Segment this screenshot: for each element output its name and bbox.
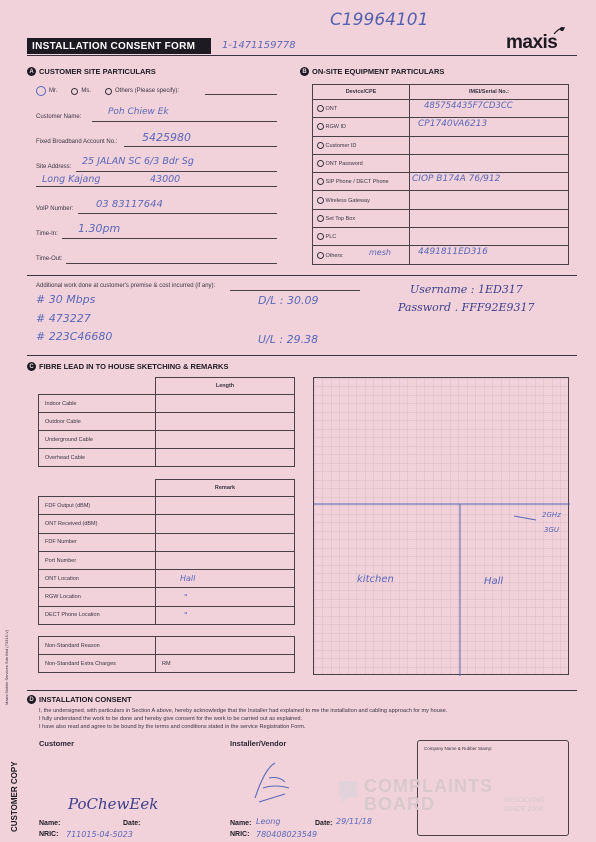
table-row: [39, 497, 295, 515]
watermark-tag1: RESOLVING: [504, 797, 545, 804]
address-line-1: [76, 171, 277, 172]
cable-label: Outdoor Cable: [39, 413, 156, 431]
serial-col-header: IMEI/Serial No.:: [410, 85, 569, 100]
section-rule: [27, 690, 577, 691]
postcode-value[interactable]: 43000: [150, 174, 181, 185]
ms-radio[interactable]: [71, 88, 78, 95]
remark-value[interactable]: [156, 551, 295, 569]
device-label: Others:: [325, 252, 344, 259]
customer-copy-label: CUSTOMER COPY: [10, 761, 19, 832]
table-row: [313, 173, 569, 191]
section-c-heading: FIBRE LEAD IN TO HOUSE SKETCHING & REMARKS: [39, 362, 229, 371]
non-standard-label: Non-Standard Extra Charges: [39, 655, 156, 673]
table-row: [313, 209, 569, 227]
remark-value[interactable]: Hall: [180, 574, 196, 584]
table-row: [39, 588, 295, 606]
installer-signature[interactable]: [245, 758, 305, 808]
device-radio[interactable]: [317, 252, 324, 259]
floor-plan-sketch: [314, 378, 570, 676]
remark-value[interactable]: [156, 515, 295, 533]
device-label: ONT Password: [325, 160, 363, 167]
upload-speed[interactable]: U/L : 29.38: [258, 333, 319, 346]
table-row: [39, 449, 295, 467]
customer-name-line: [92, 121, 277, 122]
table-row: [39, 431, 295, 449]
remark-label: FDF Number: [39, 533, 156, 551]
cable-label: Indoor Cable: [39, 395, 156, 413]
serial-value[interactable]: [410, 191, 569, 209]
cable-table: [38, 377, 295, 467]
serial-value[interactable]: 4491811ED316: [418, 247, 488, 258]
cable-length[interactable]: [156, 413, 295, 431]
customer-name-label: Customer Name:: [36, 114, 82, 120]
password-value[interactable]: Password . FFF92E9317: [398, 301, 535, 314]
additional-note[interactable]: # 30 Mbps: [36, 293, 96, 306]
remark-value[interactable]: [156, 497, 295, 515]
additional-line: [230, 290, 360, 291]
serial-value[interactable]: [410, 136, 569, 154]
table-row: [39, 551, 295, 569]
serial-value[interactable]: [410, 209, 569, 227]
others-radio[interactable]: [105, 88, 112, 95]
cable-length[interactable]: [156, 449, 295, 467]
account-label: Fixed Broadband Account No.:: [36, 139, 118, 145]
additional-note[interactable]: # 223C46680: [36, 330, 113, 343]
consent-line: I fully understand the work to be done and hereby give consent for the work to be carried out as explained.: [39, 716, 303, 722]
non-standard-value[interactable]: [156, 637, 295, 655]
remark-label: ONT Location: [39, 570, 156, 588]
table-row: [39, 570, 295, 588]
username-value[interactable]: Username : 1ED317: [410, 283, 523, 296]
customer-signature[interactable]: PoChewEek: [68, 795, 159, 813]
time-in-line: [62, 238, 277, 239]
remark-value[interactable]: ": [184, 610, 188, 620]
remark-label: DECT Phone Location: [39, 606, 156, 624]
sketch-grid[interactable]: [313, 377, 569, 675]
customer-name-label: Name:: [39, 820, 61, 827]
device-radio[interactable]: [317, 233, 324, 240]
device-radio[interactable]: [317, 105, 324, 112]
device-label: Set Top Box: [325, 215, 356, 222]
time-out-label: Time-Out:: [36, 256, 63, 262]
section-d-badge: D: [27, 695, 36, 704]
device-radio[interactable]: [317, 215, 324, 222]
additional-note[interactable]: # 473227: [36, 312, 91, 325]
section-a-badge: A: [27, 67, 36, 76]
watermark-line2: BOARD: [364, 794, 435, 814]
watermark-logo-icon: [336, 778, 360, 806]
table-row: [39, 655, 295, 673]
table-row: [313, 246, 569, 264]
time-in-value[interactable]: 1.30pm: [78, 222, 121, 235]
section-c-badge: C: [27, 362, 36, 371]
section-b-title: [300, 67, 444, 76]
ont-sketch-label-2: 3GU: [544, 526, 560, 534]
remark-label: ONT Received (dBM): [39, 515, 156, 533]
account-line: [124, 146, 277, 147]
remark-label: FDF Output (dBM): [39, 497, 156, 515]
table-row: [313, 136, 569, 154]
equipment-table: [312, 84, 569, 265]
other-device-note[interactable]: mesh: [369, 248, 391, 258]
section-rule: [27, 355, 577, 356]
installer-signature-label: Installer/Vendor: [230, 739, 287, 748]
installer-name-label: Name:: [230, 820, 252, 827]
non-standard-label: Non-Standard Reason: [39, 637, 156, 655]
section-d-title: [27, 695, 132, 704]
section-d-heading: INSTALLATION CONSENT: [39, 695, 132, 704]
length-header: Length: [156, 378, 295, 395]
remark-header: Remark: [156, 480, 295, 497]
table-row: [39, 515, 295, 533]
cable-length[interactable]: [156, 431, 295, 449]
additional-work-label: Additional work done at customer's premise & cost incurred (if any):: [36, 283, 216, 289]
consent-line: I have also read and agree to be bound by the terms and conditions stated in the service Registration Form.: [39, 724, 306, 730]
customer-name-value[interactable]: Poh Chiew Ek: [108, 107, 169, 117]
installer-nric-value[interactable]: 780408023549: [256, 830, 318, 839]
customer-signature-label: Customer: [39, 739, 75, 748]
device-label: ONT: [325, 106, 338, 113]
section-a-title: [27, 67, 156, 76]
voip-value[interactable]: 03 83117644: [96, 199, 163, 210]
device-radio[interactable]: [317, 142, 324, 149]
time-in-label: Time-In:: [36, 231, 58, 237]
serial-value[interactable]: [410, 228, 569, 246]
consent-line: I, the undersigned, with particulars in Section A above, hereby acknowledge that the Installer had explained to me the installation and cabling approach for my house.: [39, 708, 448, 714]
time-out-line: [66, 263, 277, 264]
address-line-2: [36, 186, 277, 187]
customer-nric-label: NRIC:: [39, 831, 59, 838]
device-col-header: Device/CPE: [313, 85, 410, 100]
hall-label: Hall: [484, 576, 504, 587]
voip-line: [78, 213, 277, 214]
installer-date-label: Date:: [315, 820, 333, 827]
installer-nric-label: NRIC:: [230, 831, 250, 838]
device-radio[interactable]: [317, 197, 324, 204]
device-label: Customer ID: [325, 142, 357, 149]
installer-name-value[interactable]: Leong: [256, 817, 281, 826]
section-c-title: [27, 362, 228, 371]
watermark-tag2: SINCE 2004: [504, 806, 543, 813]
others-line: [205, 94, 277, 95]
device-label: SIP Phone / DECT Phone: [325, 179, 389, 186]
cable-length[interactable]: [156, 395, 295, 413]
stamp-label: Company Name & Rubber Stamp:: [424, 746, 493, 751]
table-row: [313, 191, 569, 209]
device-label: PLC: [325, 234, 337, 241]
company-side-text: Maxis Mobile Services Sdn Bhd (73315-V): [4, 629, 9, 705]
voip-label: VoIP Number:: [36, 206, 74, 212]
section-rule: [27, 275, 577, 276]
kitchen-label: kitchen: [357, 574, 394, 585]
others-label: Others (Please specify):: [115, 88, 180, 94]
mr-radio[interactable]: [36, 86, 46, 96]
table-row: [39, 637, 295, 655]
brand-name: maxis: [506, 32, 558, 53]
customer-date-label: Date:: [123, 820, 141, 827]
download-speed[interactable]: D/L : 30.09: [258, 294, 319, 307]
table-row: [313, 154, 569, 172]
remark-label: Port Number: [39, 551, 156, 569]
watermark-line1: COMPLAINTS: [364, 776, 493, 796]
section-b-heading: ON-SITE EQUIPMENT PARTICULARS: [312, 67, 445, 76]
device-label: RGW ID: [325, 124, 347, 131]
address-label: Site Address:: [36, 164, 72, 170]
table-row: [313, 100, 569, 118]
section-b-badge: B: [300, 67, 309, 76]
ont-sketch-label: 2GHz: [542, 511, 561, 519]
table-row: [313, 228, 569, 246]
device-radio[interactable]: [317, 123, 324, 130]
address-value-2[interactable]: Long Kajang: [42, 174, 101, 185]
remark-value[interactable]: [156, 533, 295, 551]
serial-value[interactable]: CIOP B174A 76/912: [412, 174, 501, 185]
installer-date-value[interactable]: 29/11/18: [336, 817, 372, 826]
mr-label: Mr.: [49, 88, 58, 94]
form-number: 1-1471159778: [222, 40, 296, 51]
cable-label: Overhead Cable: [39, 449, 156, 467]
reference-number: C19964101: [330, 10, 429, 30]
header-rule: [27, 55, 577, 56]
account-value[interactable]: 5425980: [142, 131, 191, 144]
salutation-group: [36, 86, 179, 96]
table-row: [39, 533, 295, 551]
table-row: [313, 118, 569, 136]
remark-value[interactable]: ": [184, 592, 188, 602]
ms-label: Ms.: [81, 88, 92, 94]
maxis-logo: [506, 32, 557, 54]
table-row: [39, 606, 295, 624]
table-row: [39, 413, 295, 431]
table-row: [39, 395, 295, 413]
remark-label: RGW Location: [39, 588, 156, 606]
form-title: INSTALLATION CONSENT FORM: [27, 38, 211, 54]
cable-label: Underground Cable: [39, 431, 156, 449]
serial-value[interactable]: CP1740VA6213: [418, 119, 488, 130]
device-radio[interactable]: [317, 178, 324, 185]
logo-mark-icon: [552, 26, 566, 35]
remark-table: [38, 479, 295, 625]
serial-value[interactable]: [410, 154, 569, 172]
device-label: Wireless Gateway: [325, 197, 370, 204]
serial-value[interactable]: 485754435F7CD3CC: [424, 101, 513, 111]
section-a-heading: CUSTOMER SITE PARTICULARS: [39, 67, 156, 76]
non-standard-table: [38, 636, 295, 673]
non-standard-value[interactable]: RM: [156, 655, 295, 673]
address-value-1[interactable]: 25 JALAN SC 6/3 Bdr Sg: [82, 156, 194, 167]
device-radio[interactable]: [317, 160, 324, 167]
customer-nric-value[interactable]: 711015-04-5023: [66, 830, 133, 839]
